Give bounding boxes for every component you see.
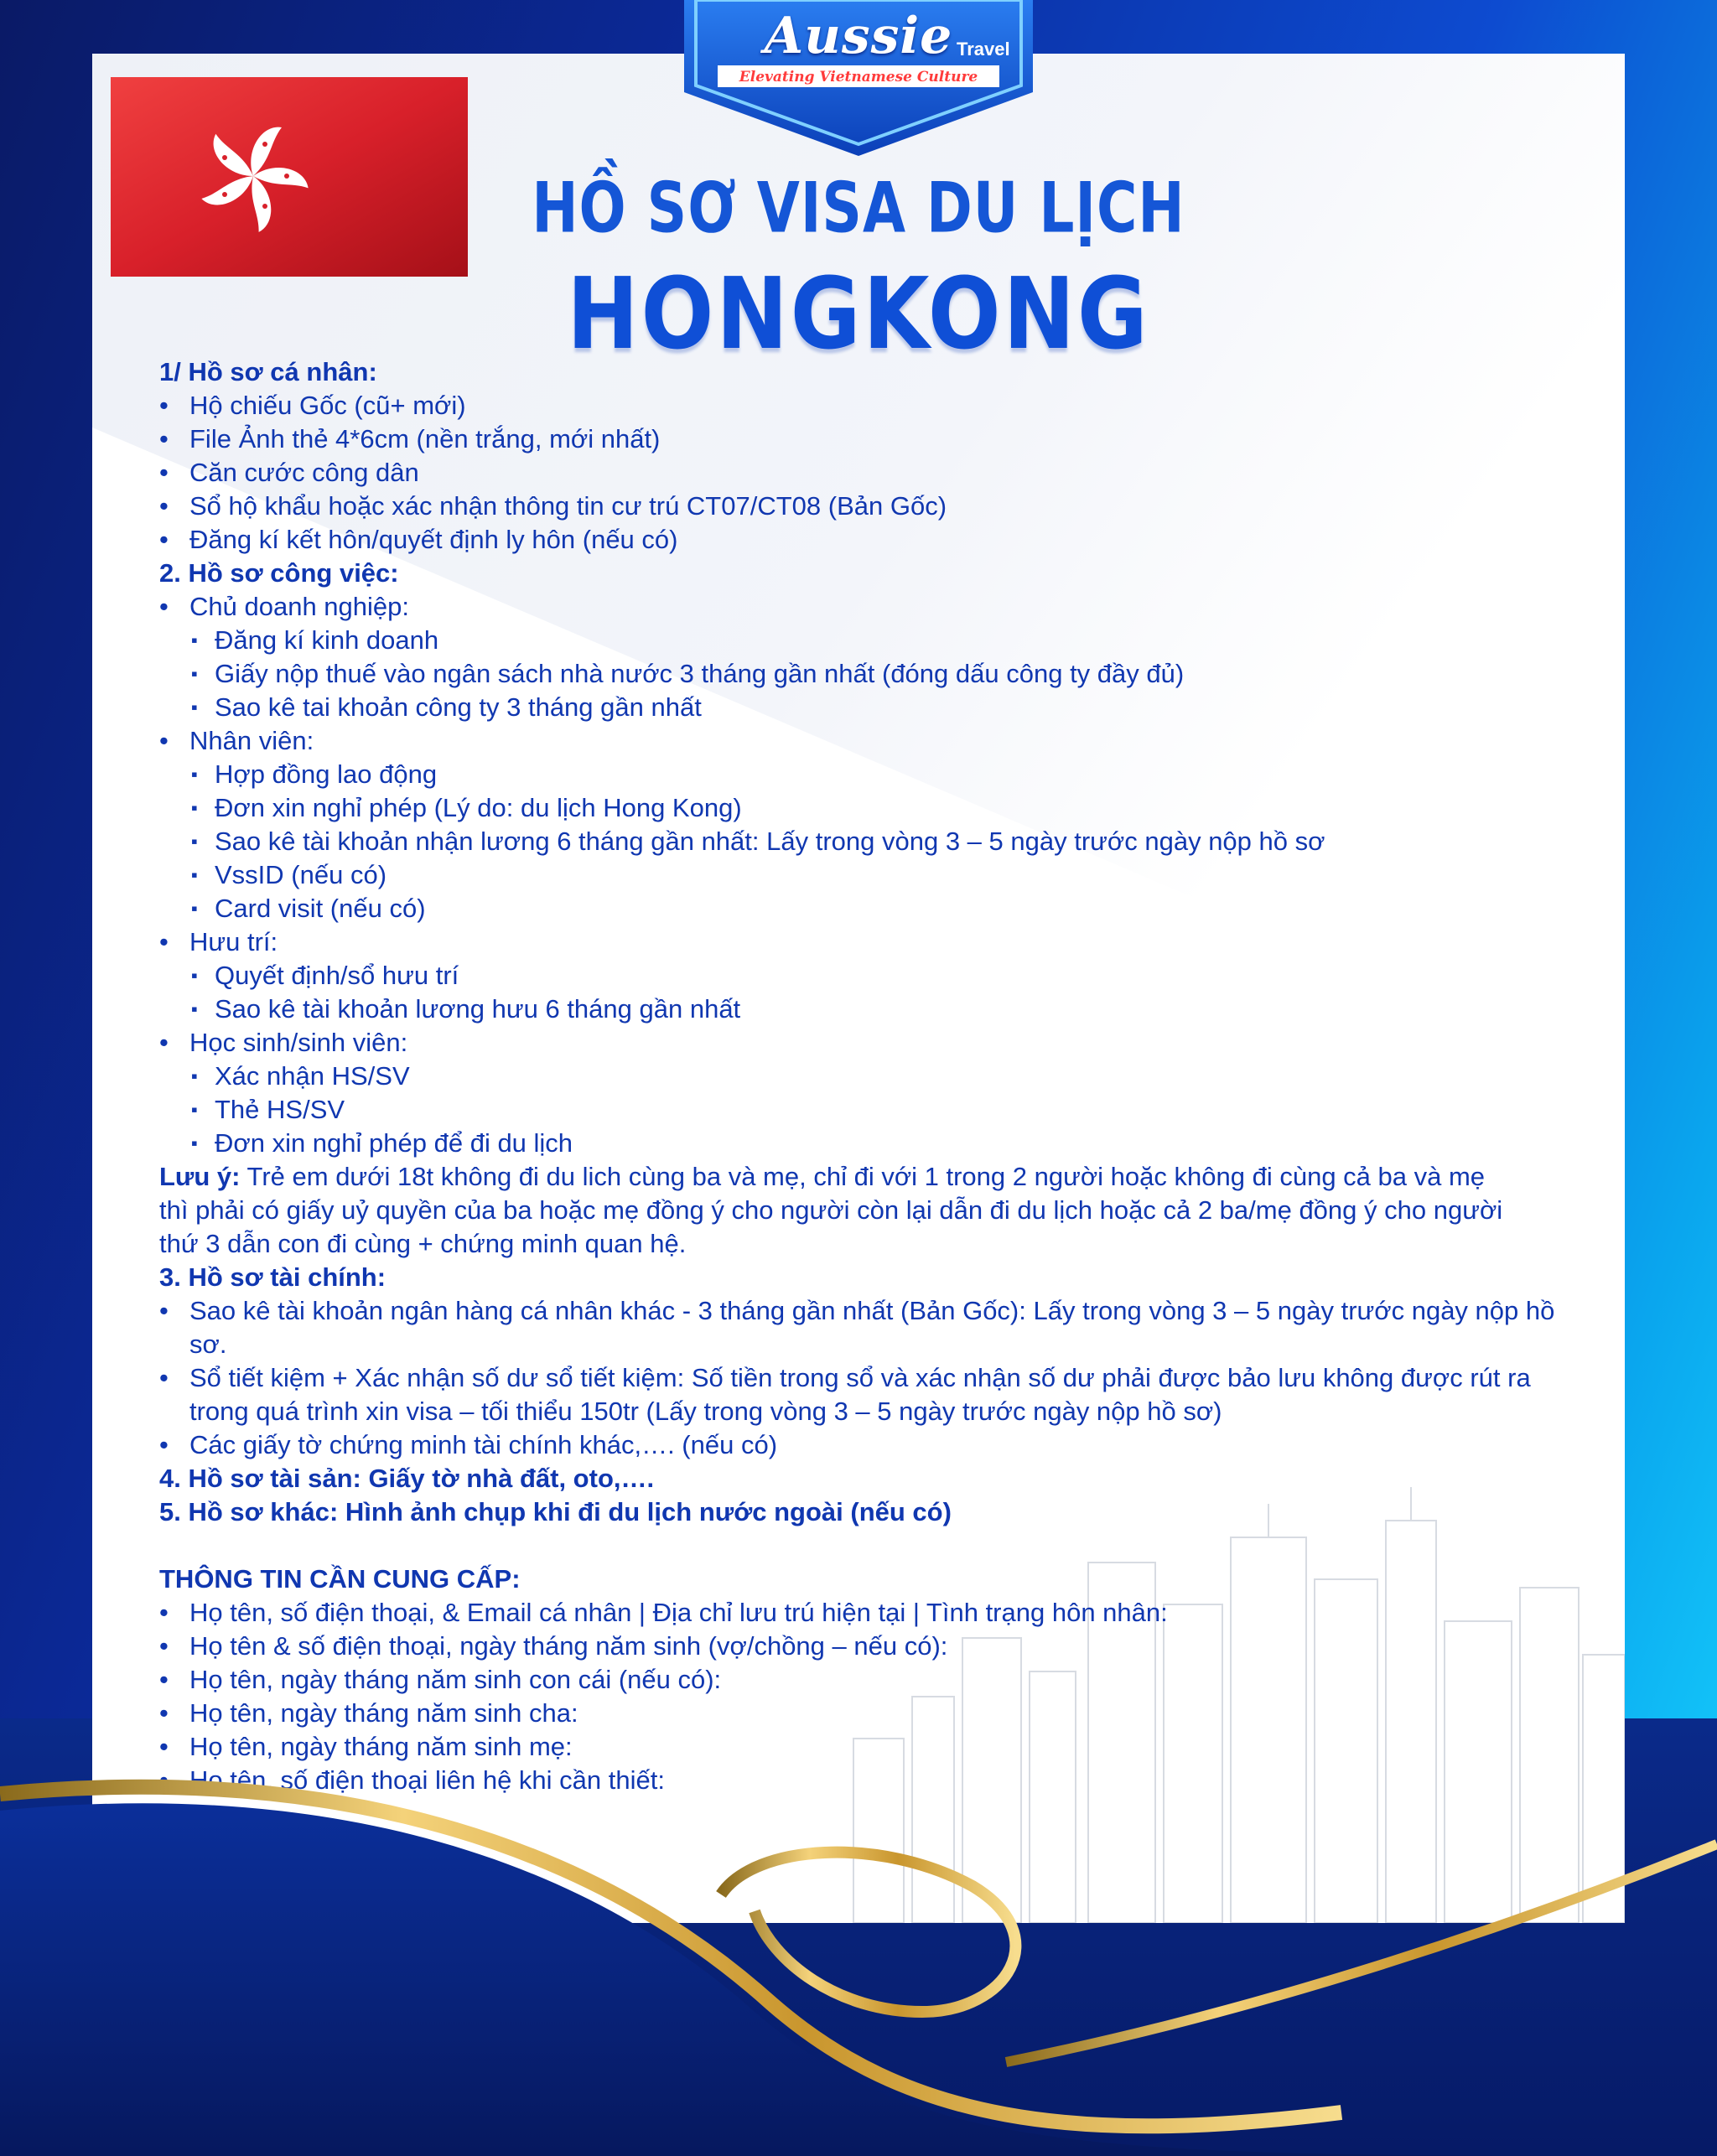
brand-name: Aussie bbox=[764, 7, 953, 65]
list-item: • Hưu trí: bbox=[159, 925, 1568, 959]
spacer bbox=[159, 1529, 1568, 1563]
list-item: • Sao kê tài khoản ngân hàng cá nhân khác - 3 tháng gần nhất (Bản Gốc): Lấy trong vòng 3 – 5 ngày trước ngày nộp hồ sơ. bbox=[159, 1294, 1564, 1361]
list-item: • File Ảnh thẻ 4*6cm (nền trắng, mới nhất) bbox=[159, 422, 1568, 456]
list-item: • Đăng kí kết hôn/quyết định ly hôn (nếu có) bbox=[159, 523, 1568, 557]
section-heading: 5. Hồ sơ khác: Hình ảnh chụp khi đi du lịch nước ngoài (nếu có) bbox=[159, 1497, 952, 1526]
list-item: • Sổ hộ khẩu hoặc xác nhận thông tin cư trú CT07/CT08 (Bản Gốc) bbox=[159, 490, 1568, 523]
page-title: HỒ SƠ VISA DU LỊCH bbox=[532, 168, 1185, 249]
document-content bbox=[159, 355, 1568, 1797]
list-item: • Sổ tiết kiệm + Xác nhận số dư sổ tiết kiệm: Số tiền trong sổ và xác nhận số dư phải được bảo lưu không được rút ra trong quá trình xin visa – tối thiểu 150tr (Lấy trong vòng 3 – 5 ngày trước ngày nộp hồ sơ) bbox=[159, 1361, 1564, 1428]
sub-list-item: ▪ Đăng kí kinh doanh bbox=[159, 624, 1568, 657]
sub-list-item: ▪ VssID (nếu có) bbox=[159, 858, 1568, 892]
page-subtitle: HONGKONG bbox=[567, 257, 1150, 372]
sub-list-item: ▪ Hợp đồng lao động bbox=[159, 758, 1568, 791]
list-item: • Nhân viên: bbox=[159, 724, 1568, 758]
sub-list-item: ▪ Sao kê tài khoản nhận lương 6 tháng gần nhất: Lấy trong vòng 3 – 5 ngày trước ngày nộp hồ sơ bbox=[159, 825, 1568, 858]
sub-list-item: ▪ Giấy nộp thuế vào ngân sách nhà nước 3 tháng gần nhất (đóng dấu công ty đầy đủ) bbox=[159, 657, 1568, 691]
sub-list-item: ▪ Quyết định/sổ hưu trí bbox=[159, 959, 1568, 992]
sub-list-item: ▪ Sao kê tai khoản công ty 3 tháng gần nhất bbox=[159, 691, 1568, 724]
brand-tagline: Elevating Vietnamese Culture bbox=[739, 69, 978, 86]
note bbox=[159, 1160, 1568, 1194]
brand-suffix: Travel bbox=[957, 39, 1010, 60]
list-item: • Họ tên, số điện thoại, & Email cá nhân | Địa chỉ lưu trú hiện tại | Tình trạng hôn nhân: bbox=[159, 1596, 1568, 1630]
list-item: • Họ tên, số điện thoại liên hệ khi cần thiết: bbox=[159, 1764, 1568, 1797]
sub-list-item: ▪ Đơn xin nghỉ phép để đi du lịch bbox=[159, 1127, 1568, 1160]
list-item: • Các giấy tờ chứng minh tài chính khác,…. (nếu có) bbox=[159, 1428, 1568, 1462]
sub-list-item: ▪ Sao kê tài khoản lương hưu 6 tháng gần nhất bbox=[159, 992, 1568, 1026]
gold-swoosh-decoration bbox=[0, 1760, 1717, 2156]
list-item: • Căn cước công dân bbox=[159, 456, 1568, 490]
note-label: Lưu ý: bbox=[159, 1162, 241, 1191]
note-text: thứ 3 dẫn con đi cùng + chứng minh quan hệ. bbox=[159, 1229, 687, 1258]
section-heading: 2. Hồ sơ công việc: bbox=[159, 558, 399, 588]
list-item: • Hộ chiếu Gốc (cũ+ mới) bbox=[159, 389, 1568, 422]
note-text: thì phải có giấy uỷ quyền của ba hoặc mẹ đồng ý cho người còn lại dẫn đi du lịch hoặc cả 2 ba/mẹ đồng ý cho người bbox=[159, 1195, 1503, 1225]
sub-list-item: ▪ Xác nhận HS/SV bbox=[159, 1060, 1568, 1093]
list-item: • Học sinh/sinh viên: bbox=[159, 1026, 1568, 1060]
sub-list-item: ▪ Thẻ HS/SV bbox=[159, 1093, 1568, 1127]
list-item: • Họ tên, ngày tháng năm sinh mẹ: bbox=[159, 1730, 1568, 1764]
sub-list-item: ▪ Card visit (nếu có) bbox=[159, 892, 1568, 925]
section-heading: 1/ Hồ sơ cá nhân: bbox=[159, 357, 377, 386]
note-text: Trẻ em dưới 18t không đi du lich cùng ba và mẹ, chỉ đi với 1 trong 2 người hoặc không đi cùng cả ba và mẹ bbox=[240, 1162, 1486, 1191]
sub-list-item: ▪ Đơn xin nghỉ phép (Lý do: du lịch Hong Kong) bbox=[159, 791, 1568, 825]
section-heading: 3. Hồ sơ tài chính: bbox=[159, 1262, 386, 1292]
list-item: • Họ tên & số điện thoại, ngày tháng năm sinh (vợ/chồng – nếu có): bbox=[159, 1630, 1568, 1663]
list-item: • Chủ doanh nghiệp: bbox=[159, 590, 1568, 624]
list-item: • Họ tên, ngày tháng năm sinh cha: bbox=[159, 1697, 1568, 1730]
info-heading: THÔNG TIN CẦN CUNG CẤP: bbox=[159, 1564, 521, 1594]
list-item: • Họ tên, ngày tháng năm sinh con cái (nếu có): bbox=[159, 1663, 1568, 1697]
section-heading: 4. Hồ sơ tài sản: Giấy tờ nhà đất, oto,…. bbox=[159, 1464, 655, 1493]
brand-badge bbox=[684, 0, 1033, 156]
